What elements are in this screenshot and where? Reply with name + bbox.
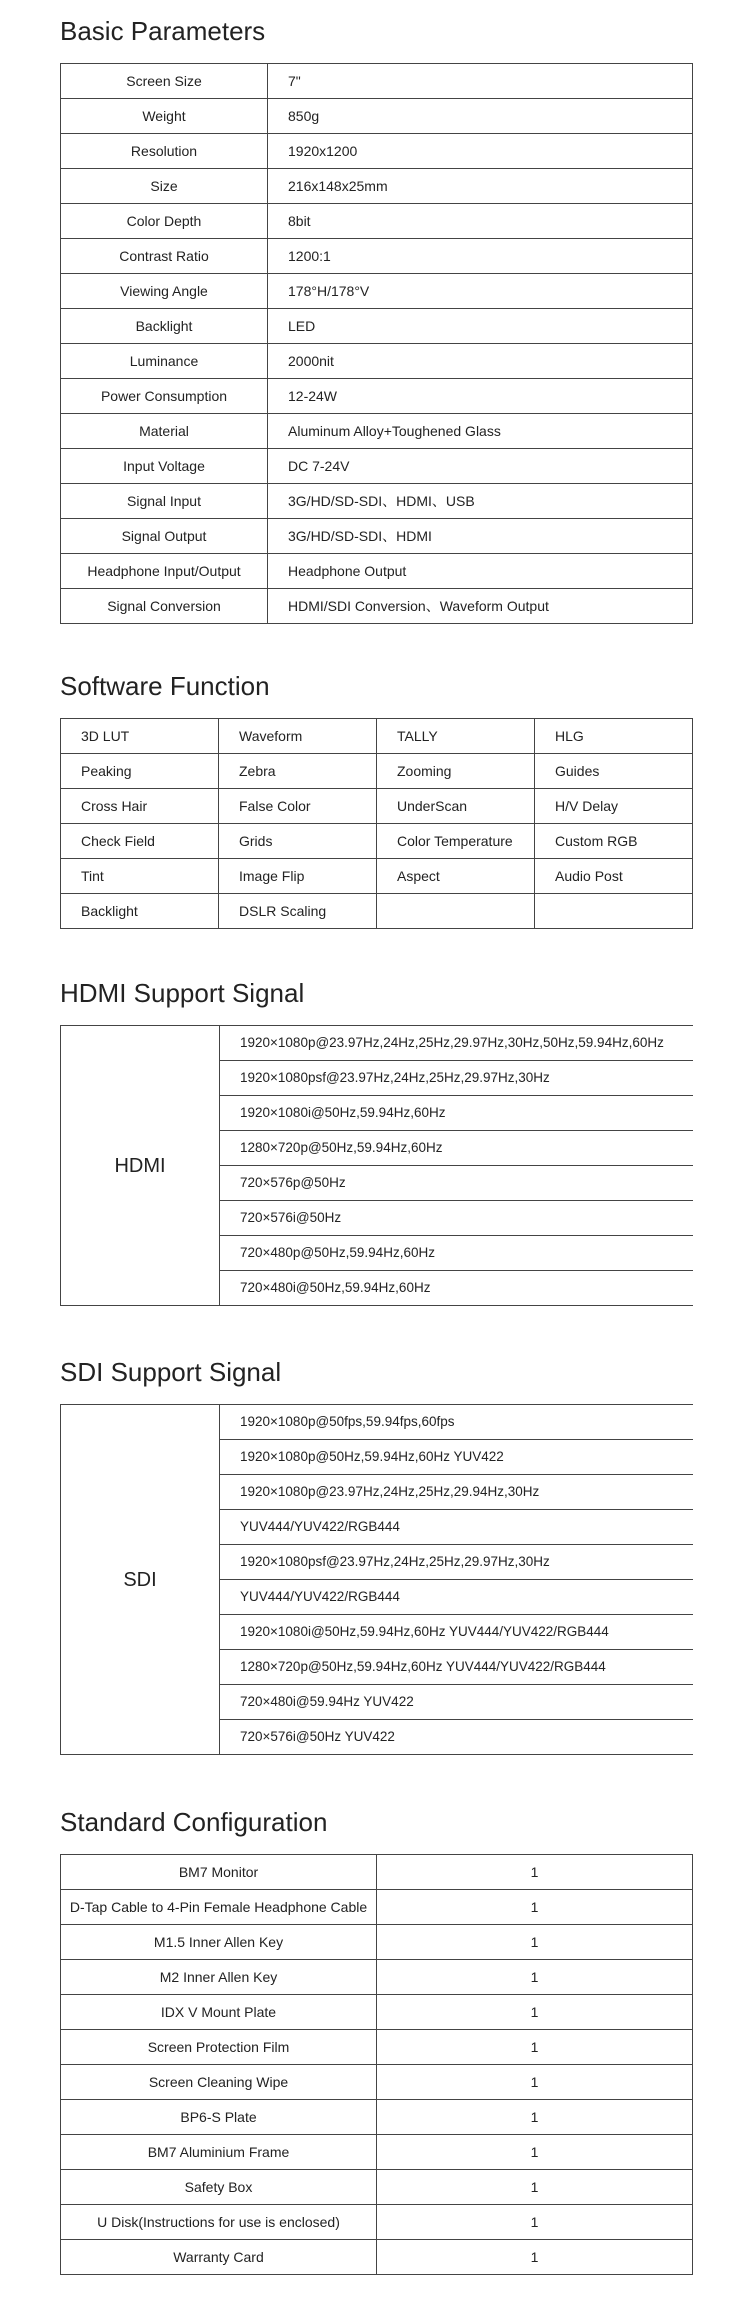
signal-format: 1920×1080psf@23.97Hz,24Hz,25Hz,29.97Hz,30Hz (220, 1545, 694, 1580)
table-row (61, 1405, 694, 1440)
parameter-name: Resolution (61, 134, 268, 169)
table-row (61, 789, 693, 824)
table-row (61, 239, 693, 274)
signal-format: 1920×1080p@23.97Hz,24Hz,25Hz,29.94Hz,30Hz (220, 1475, 694, 1510)
parameter-name: Material (61, 414, 268, 449)
function-cell: DSLR Scaling (219, 894, 377, 929)
table-row (61, 274, 693, 309)
parameter-value: LED (268, 309, 693, 344)
parameter-name: Headphone Input/Output (61, 554, 268, 589)
signal-format: YUV444/YUV422/RGB444 (220, 1580, 694, 1615)
signal-format: 720×480i@59.94Hz YUV422 (220, 1685, 694, 1720)
basic-parameters-table (60, 63, 693, 624)
table-row (61, 309, 693, 344)
software-function-title: Software Function (60, 671, 270, 701)
function-cell (377, 894, 535, 929)
table-row (61, 449, 693, 484)
parameter-name: Backlight (61, 309, 268, 344)
parameter-value: 178°H/178°V (268, 274, 693, 309)
item-quantity: 1 (377, 1890, 693, 1925)
signal-format: 1920×1080p@50fps,59.94fps,60fps (220, 1405, 694, 1440)
function-cell: Custom RGB (535, 824, 693, 859)
function-cell: False Color (219, 789, 377, 824)
table-row (61, 554, 693, 589)
parameter-name: Screen Size (61, 64, 268, 99)
parameter-name: Weight (61, 99, 268, 134)
function-cell: H/V Delay (535, 789, 693, 824)
item-quantity: 1 (377, 2170, 693, 2205)
table-row (61, 134, 693, 169)
parameter-value: Aluminum Alloy+Toughened Glass (268, 414, 693, 449)
function-cell: Image Flip (219, 859, 377, 894)
parameter-name: Power Consumption (61, 379, 268, 414)
table-row (61, 1890, 693, 1925)
item-quantity: 1 (377, 1960, 693, 1995)
table-row (61, 589, 693, 624)
table-row (61, 894, 693, 929)
parameter-value: 12-24W (268, 379, 693, 414)
signal-format: 1920×1080i@50Hz,59.94Hz,60Hz (220, 1096, 694, 1131)
table-row (61, 859, 693, 894)
signal-format: 1920×1080p@23.97Hz,24Hz,25Hz,29.97Hz,30Hz,50Hz,59.94Hz,60Hz (220, 1026, 694, 1061)
parameter-name: Luminance (61, 344, 268, 379)
signal-format: 1920×1080p@50Hz,59.94Hz,60Hz YUV422 (220, 1440, 694, 1475)
function-cell: Aspect (377, 859, 535, 894)
function-cell: Cross Hair (61, 789, 219, 824)
parameter-name: Size (61, 169, 268, 204)
parameter-value: 3G/HD/SD-SDI、HDMI (268, 519, 693, 554)
table-row (61, 169, 693, 204)
function-cell: UnderScan (377, 789, 535, 824)
item-quantity: 1 (377, 2030, 693, 2065)
table-row (61, 719, 693, 754)
parameter-value: 1920x1200 (268, 134, 693, 169)
function-cell: Guides (535, 754, 693, 789)
signal-format: 720×480i@50Hz,59.94Hz,60Hz (220, 1271, 694, 1306)
hdmi-support-title: HDMI Support Signal (60, 978, 305, 1008)
table-row (61, 1995, 693, 2030)
item-quantity: 1 (377, 1855, 693, 1890)
item-quantity: 1 (377, 2135, 693, 2170)
standard-configuration-table (60, 1854, 693, 2275)
hdmi-support-table (60, 1025, 693, 1306)
signal-format: 720×576i@50Hz (220, 1201, 694, 1236)
table-row (61, 2240, 693, 2275)
table-row (61, 2030, 693, 2065)
item-quantity: 1 (377, 2065, 693, 2100)
basic-parameters-title: Basic Parameters (60, 16, 266, 46)
software-function-table (60, 718, 693, 929)
item-name: Safety Box (61, 2170, 377, 2205)
function-cell: Color Temperature (377, 824, 535, 859)
sdi-support-table (60, 1404, 693, 1755)
item-name: IDX V Mount Plate (61, 1995, 377, 2030)
function-cell: Backlight (61, 894, 219, 929)
parameter-value: 216x148x25mm (268, 169, 693, 204)
table-row (61, 484, 693, 519)
item-quantity: 1 (377, 2100, 693, 2135)
table-row (61, 414, 693, 449)
item-name: BM7 Aluminium Frame (61, 2135, 377, 2170)
function-cell: Peaking (61, 754, 219, 789)
parameter-value: 2000nit (268, 344, 693, 379)
function-cell (535, 894, 693, 929)
item-name: D-Tap Cable to 4-Pin Female Headphone Cable (61, 1890, 377, 1925)
parameter-value: HDMI/SDI Conversion、Waveform Output (268, 589, 693, 624)
parameter-name: Input Voltage (61, 449, 268, 484)
standard-configuration-title: Standard Configuration (60, 1807, 328, 1837)
parameter-value: Headphone Output (268, 554, 693, 589)
function-cell: Check Field (61, 824, 219, 859)
table-row (61, 2135, 693, 2170)
item-name: Screen Protection Film (61, 2030, 377, 2065)
signal-format: 720×576p@50Hz (220, 1166, 694, 1201)
item-name: BP6-S Plate (61, 2100, 377, 2135)
table-row (61, 2065, 693, 2100)
table-row (61, 1855, 693, 1890)
signal-format: 1920×1080psf@23.97Hz,24Hz,25Hz,29.97Hz,30Hz (220, 1061, 694, 1096)
item-quantity: 1 (377, 1925, 693, 1960)
parameter-name: Contrast Ratio (61, 239, 268, 274)
item-name: Screen Cleaning Wipe (61, 2065, 377, 2100)
function-cell: Zebra (219, 754, 377, 789)
function-cell: Tint (61, 859, 219, 894)
hdmi-label: HDMI (61, 1026, 220, 1306)
function-cell: HLG (535, 719, 693, 754)
item-quantity: 1 (377, 2205, 693, 2240)
function-cell: TALLY (377, 719, 535, 754)
signal-format: 1280×720p@50Hz,59.94Hz,60Hz YUV444/YUV422/RGB444 (220, 1650, 694, 1685)
table-row (61, 1925, 693, 1960)
parameter-name: Color Depth (61, 204, 268, 239)
sdi-label: SDI (61, 1405, 220, 1755)
parameter-value: 8bit (268, 204, 693, 239)
function-cell: Zooming (377, 754, 535, 789)
table-row (61, 519, 693, 554)
table-row (61, 2205, 693, 2240)
parameter-name: Viewing Angle (61, 274, 268, 309)
table-row (61, 379, 693, 414)
parameter-value: 850g (268, 99, 693, 134)
signal-format: YUV444/YUV422/RGB444 (220, 1510, 694, 1545)
table-row (61, 754, 693, 789)
item-quantity: 1 (377, 2240, 693, 2275)
table-row (61, 204, 693, 239)
signal-format: 720×576i@50Hz YUV422 (220, 1720, 694, 1755)
parameter-value: DC 7-24V (268, 449, 693, 484)
parameter-name: Signal Input (61, 484, 268, 519)
signal-format: 1920×1080i@50Hz,59.94Hz,60Hz YUV444/YUV422/RGB444 (220, 1615, 694, 1650)
signal-format: 1280×720p@50Hz,59.94Hz,60Hz (220, 1131, 694, 1166)
function-cell: Waveform (219, 719, 377, 754)
sdi-support-title: SDI Support Signal (60, 1357, 282, 1387)
parameter-value: 7" (268, 64, 693, 99)
table-row (61, 344, 693, 379)
item-quantity: 1 (377, 1995, 693, 2030)
table-row (61, 2100, 693, 2135)
table-row (61, 64, 693, 99)
table-row (61, 99, 693, 134)
function-cell: Audio Post (535, 859, 693, 894)
signal-format: 720×480p@50Hz,59.94Hz,60Hz (220, 1236, 694, 1271)
function-cell: 3D LUT (61, 719, 219, 754)
item-name: BM7 Monitor (61, 1855, 377, 1890)
table-row (61, 1026, 694, 1061)
table-row (61, 1960, 693, 1995)
item-name: M2 Inner Allen Key (61, 1960, 377, 1995)
table-row (61, 2170, 693, 2205)
parameter-name: Signal Output (61, 519, 268, 554)
item-name: U Disk(Instructions for use is enclosed) (61, 2205, 377, 2240)
function-cell: Grids (219, 824, 377, 859)
parameter-name: Signal Conversion (61, 589, 268, 624)
parameter-value: 3G/HD/SD-SDI、HDMI、USB (268, 484, 693, 519)
item-name: Warranty Card (61, 2240, 377, 2275)
item-name: M1.5 Inner Allen Key (61, 1925, 377, 1960)
parameter-value: 1200:1 (268, 239, 693, 274)
table-row (61, 824, 693, 859)
